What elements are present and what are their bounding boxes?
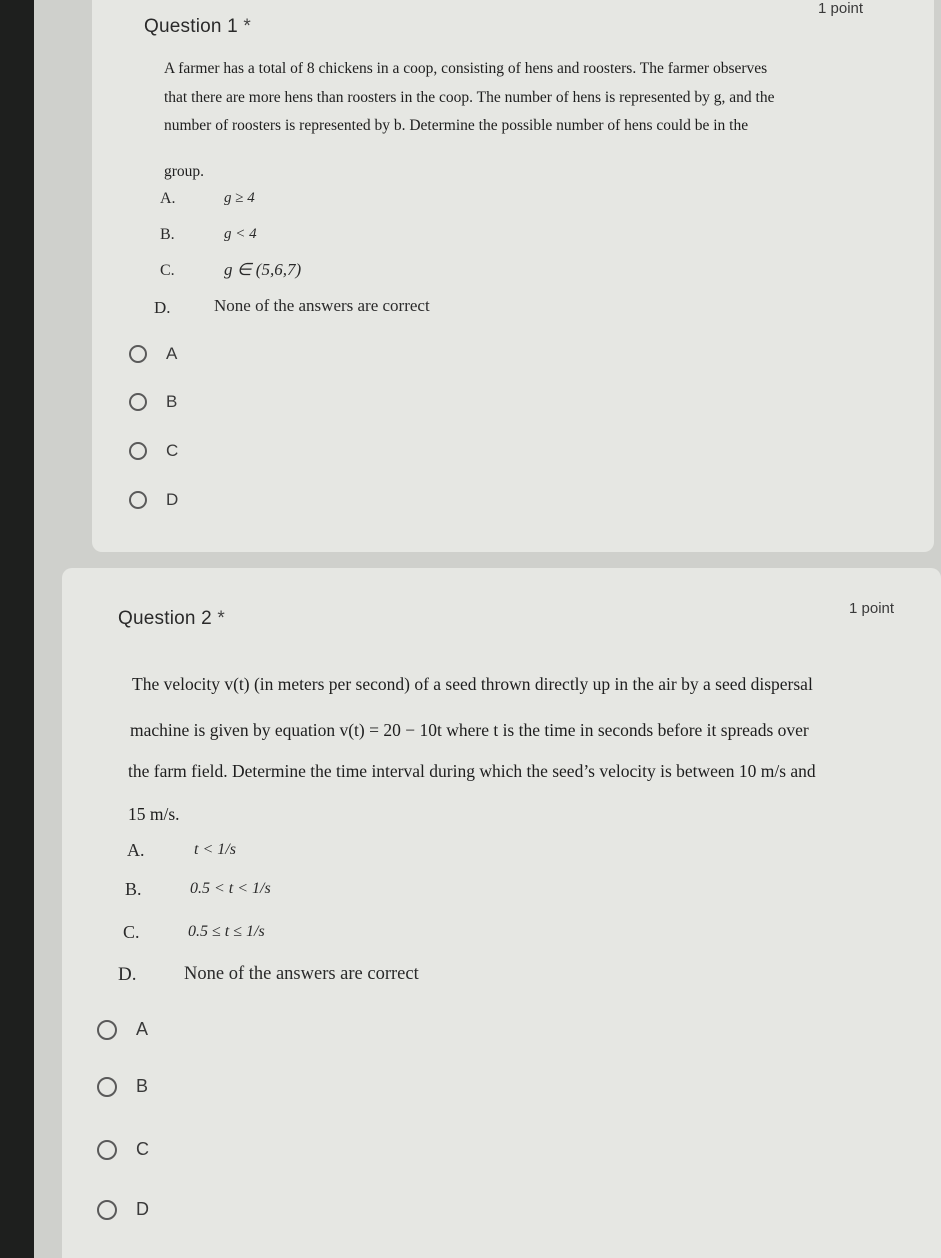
question-1-choice-c[interactable] [129,441,178,461]
question-1-choice-d[interactable] [129,490,178,510]
question-1-title-text: Question 1 [144,16,238,37]
question-2-option-letter: C. [123,922,140,942]
choice-label: D [136,1199,149,1219]
choice-label: B [166,392,178,411]
radio-button[interactable] [97,1140,117,1160]
question-2-option-letter: A. [127,840,145,860]
question-1-body-line: that there are more hens than roosters in the coop. The number of hens is represented by g, and the [164,89,775,106]
question-1-choice-b[interactable] [129,392,177,412]
required-marker: * [217,608,225,629]
choice-label: A [136,1019,149,1039]
radio-button[interactable] [129,442,147,460]
radio-button[interactable] [129,393,147,411]
question-2-body-line: 15 m/s. [128,804,180,824]
question-1-body-line: A farmer has a total of 8 chickens in a coop, consisting of hens and roosters. The farmer observes [164,60,768,77]
question-2-choice-a[interactable] [97,1019,148,1040]
question-2-option-text: 0.5 ≤ t ≤ 1/s [188,923,265,940]
question-1-option-text: g < 4 [224,226,257,242]
question-2-title-text: Question 2 [118,608,212,629]
question-1-choice-a[interactable] [129,344,177,364]
question-2-choice-b[interactable] [97,1076,148,1097]
question-1-body-line: number of roosters is represented by b. Determine the possible number of hens could be in the [164,117,749,134]
radio-button[interactable] [97,1200,117,1220]
question-2-body-line: the farm field. Determine the time interval during which the seed’s velocity is between 10 m/s and [128,761,816,781]
choice-label: C [166,441,179,460]
question-1-option-text: g ≥ 4 [224,190,255,206]
choice-label: D [166,490,179,509]
question-1-body-line: group. [164,163,205,180]
question-1-option-text: None of the answers are correct [214,296,430,315]
choice-label: C [136,1139,149,1159]
question-2-option-text: t < 1/s [194,841,236,858]
question-2-option-text: 0.5 < t < 1/s [190,880,271,897]
question-2-choice-c[interactable] [97,1139,149,1160]
question-1-points: 1 point [818,0,864,17]
question-1-option-letter: A. [160,190,176,207]
question-1-title [144,16,251,38]
question-1-option-letter: B. [160,226,175,243]
radio-button[interactable] [97,1077,117,1097]
question-2-option-text: None of the answers are correct [184,964,419,984]
question-2-title [118,608,225,630]
choice-label: A [166,344,178,363]
question-2-choice-d[interactable] [97,1199,149,1220]
radio-button[interactable] [129,345,147,363]
choice-label: B [136,1076,149,1096]
question-1-option-letter: C. [160,262,175,279]
question-1-option-letter: D. [154,298,171,317]
question-2-body-line: machine is given by equation v(t) = 20 − 10t where t is the time in seconds before it spreads over [130,720,809,740]
radio-button[interactable] [129,491,147,509]
question-1-card [92,0,934,552]
question-2-option-letter: B. [125,879,142,899]
question-1-option-text: g ∈ (5,6,7) [224,260,302,279]
required-marker: * [243,16,251,37]
question-2-option-letter: D. [118,964,137,985]
question-2-body-line: The velocity v(t) (in meters per second) of a seed thrown directly up in the air by a seed dispersal [132,674,813,694]
window-left-edge [0,0,34,1258]
question-2-points: 1 point [849,600,895,617]
question-2-card [62,568,941,1258]
radio-button[interactable] [97,1020,117,1040]
